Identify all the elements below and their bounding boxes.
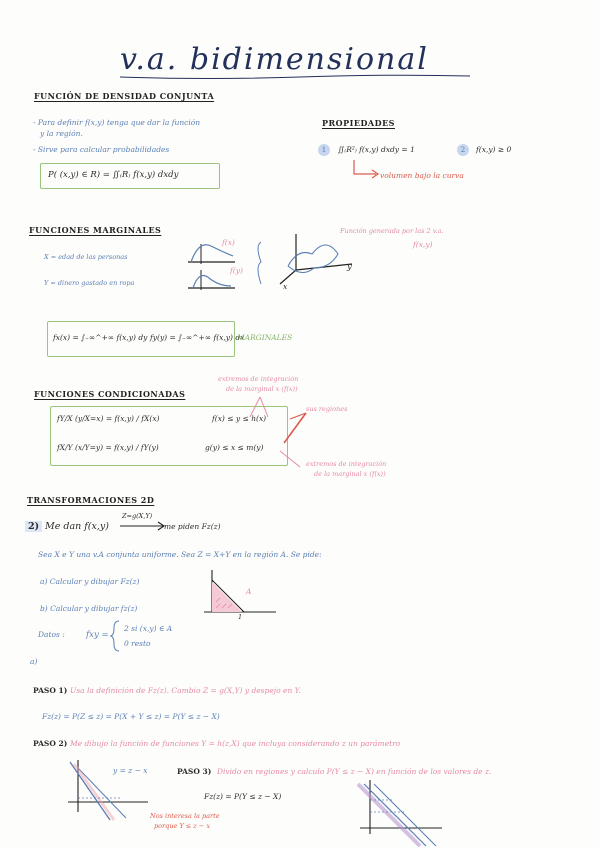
cond-row-2-range: g(y) ≤ x ≤ m(y): [205, 443, 264, 452]
cond-arrows: [240, 395, 310, 470]
datos-case-1: 2 si (x,y) ∈ A: [124, 624, 173, 633]
cond-row-1: fY/X (y/X=x) = f(x,y) / fX(x): [57, 414, 160, 423]
marginal-fy-formula: fy(y) = ∫₋∞^+∞ f(x,y) dx: [150, 333, 245, 342]
cond-note-bottom-a: extremos de integración: [306, 460, 387, 468]
paso-2-label: PASO 2): [33, 739, 68, 748]
marginales-label: MARGINALES: [237, 333, 293, 342]
generada-note: Función generada por las 2 v.a.: [340, 227, 444, 235]
densidad-bullet-2: - Sirve para calcular probabilidades: [33, 145, 170, 154]
marginal-y-def: Y = dinero gastado en ropa: [44, 279, 135, 287]
paso-3-label: PASO 3): [177, 767, 212, 776]
problem-item-b: b) Calcular y dibujar fz(z): [40, 604, 138, 613]
marginal-fx-formula: fx(x) = ∫₋∞^+∞ f(x,y) dy: [53, 333, 148, 342]
paso-1-label: PASO 1): [33, 686, 68, 695]
paso-note-a: Nos interesa la parte: [150, 812, 220, 820]
paso-3-text: Divido en regiones y calculo P(Y ≤ z − X) en función de los valores de z.: [217, 767, 492, 776]
solution-a-label: a): [30, 657, 38, 666]
volumen-note: volumen bajo la curva: [380, 171, 464, 180]
title-underline: [120, 74, 470, 80]
propiedad-1-badge: 1: [318, 144, 330, 156]
problem-asked: me piden Fz(z): [164, 522, 221, 531]
propiedad-2: f(x,y) ≥ 0: [476, 145, 512, 154]
paso-2-line-label: y = z − x: [113, 766, 148, 775]
paso-note-b: porque Y ≤ z − x: [154, 822, 210, 830]
section-densidad-header: FUNCIÓN DE DENSIDAD CONJUNTA: [34, 91, 215, 101]
datos-label: Datos :: [38, 630, 65, 639]
paso-1-text: Usa la definición de Fz(z). Cambio Z = g(X,Y) y despejo en Y.: [70, 686, 302, 695]
paso-3-sketch: [350, 776, 445, 848]
generada-fxy: f(x,y): [413, 240, 433, 249]
datos-case-2: 0 resto: [124, 639, 151, 648]
transform-arrow-label: Z=g(X,Y): [122, 512, 153, 520]
region-a-label: A: [246, 587, 252, 596]
section-propiedades-header: PROPIEDADES: [322, 118, 395, 128]
densidad-bullet-1a: - Para definir f(x,y) tenga que dar la función: [33, 118, 201, 127]
region-axis-tick: 1: [238, 613, 243, 621]
transform-arrow: [120, 522, 170, 530]
cond-row-2: fX/Y (x/Y=y) = f(x,y) / fY(y): [57, 443, 159, 452]
problem-item-a: a) Calcular y dibujar Fz(z): [40, 577, 140, 586]
problem-statement: Sea X e Y una v.A conjunta uniforme. Sea Z = X+Y en la región A. Se pide:: [38, 550, 322, 559]
densidad-formula: P( (x,y) ∈ R) = ∬₍R₎ f(x,y) dxdy: [48, 170, 179, 180]
page-title: v.a. bidimensional: [120, 42, 429, 77]
propiedad-1: ∬₍R²₎ f(x,y) dxdy = 1: [338, 145, 415, 154]
fx-label: f(x): [222, 238, 235, 247]
cond-note-top-b: de la marginal x (f(x)): [226, 385, 298, 393]
datos-brace: [111, 620, 121, 652]
paso-1-equation: Fz(z) = P(Z ≤ z) = P(X + Y ≤ z) = P(Y ≤ z − X): [42, 712, 220, 721]
section-transformaciones-header: TRANSFORMACIONES 2D: [27, 495, 155, 505]
volumen-arrow: [352, 160, 382, 180]
paso-3-equation: Fz(z) = P(Y ≤ z − X): [204, 792, 282, 801]
section-condicionadas-header: FUNCIONES CONDICIONADAS: [34, 389, 186, 399]
cond-note-top-a: extremos de integración: [218, 375, 299, 383]
cond-note-bottom-b: de la marginal x (f(x)): [314, 470, 386, 478]
axis-x-label: x: [283, 282, 288, 291]
propiedad-2-badge: 2: [457, 144, 469, 156]
fy-label: f(y): [230, 266, 243, 275]
problem-number: 2): [25, 521, 42, 532]
axis-y-label: y: [347, 262, 352, 272]
datos-fxy: fxy =: [86, 630, 109, 640]
problem-given: Me dan f(x,y): [45, 521, 109, 532]
marginal-x-def: X = edad de las personas: [44, 253, 128, 261]
paso-2-text: Me dibujo la función de funciones Y = h(z,X) que incluya considerando z un parámetro: [70, 739, 401, 748]
densidad-bullet-1b: y la región.: [40, 129, 83, 138]
cond-row-1-range: f(x) ≤ y ≤ h(x): [212, 414, 267, 423]
section-marginales-header: FUNCIONES MARGINALES: [29, 225, 162, 235]
regiones-note: sus regiones: [306, 405, 348, 413]
